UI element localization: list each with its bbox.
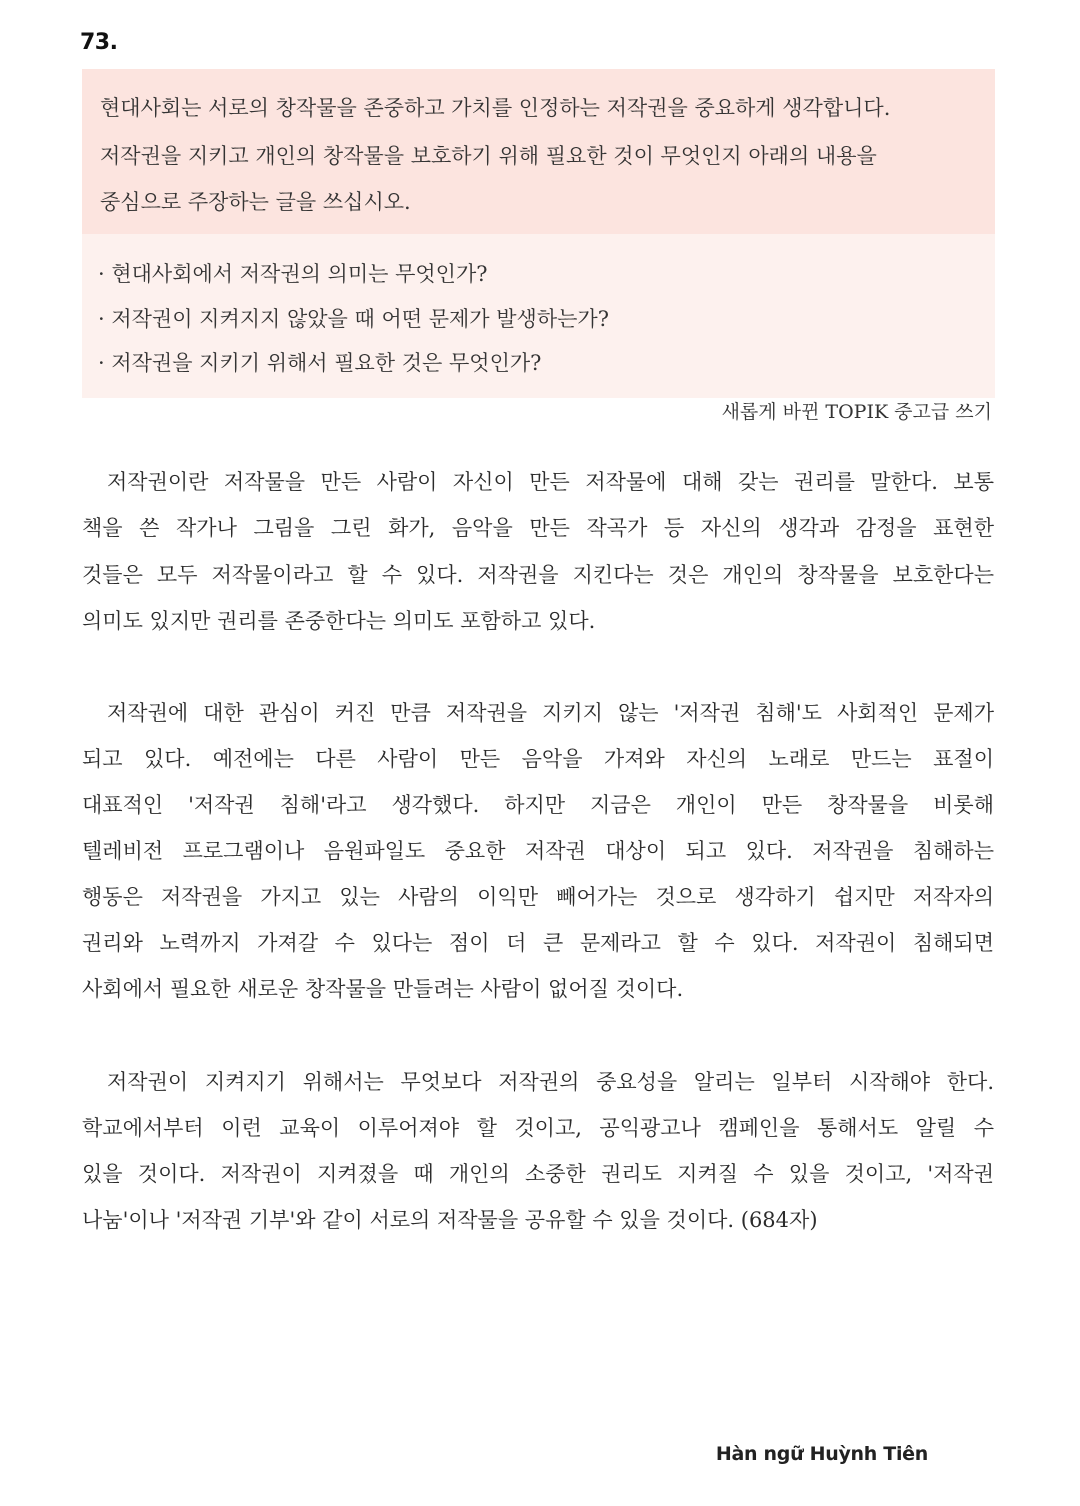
prompt-line: 중심으로 주장하는 글을 쓰십시오. [100,190,411,214]
essay-line: 대표적인 '저작권 침해'라고 생각했다. 하지만 지금은 개인이 만든 창작물을 비롯해 [82,793,994,817]
essay-line: 권리와 노력까지 가져갈 수 있다는 점이 더 큰 문제라고 할 수 있다. 저작권이 침해되면 [82,931,994,955]
guide-point: · 저작권을 지키기 위해서 필요한 것은 무엇인가? [98,351,542,375]
question-number: 73. [80,30,118,55]
essay-line: 행동은 저작권을 가지고 있는 사람의 이익만 빼어가는 것으로 생각하기 쉽지만 저작자의 [82,885,994,909]
prompt-line: 현대사회는 서로의 창작물을 존중하고 가치를 인정하는 저작권을 중요하게 생각합니다. [100,96,891,120]
essay-line: 텔레비전 프로그램이나 음원파일도 중요한 저작권 대상이 되고 있다. 저작권을 침해하는 [82,839,994,863]
guide-point: · 저작권이 지켜지지 않았을 때 어떤 문제가 발생하는가? [98,307,609,331]
prompt-line: 저작권을 지키고 개인의 창작물을 보호하기 위해 필요한 것이 무엇인지 아래의 내용을 [100,144,877,168]
essay-line: 나눔'이나 '저작권 기부'와 같이 서로의 저작물을 공유할 수 있을 것이다. (684자) [82,1208,818,1232]
essay-line: 저작권이란 저작물을 만든 사람이 자신이 만든 저작물에 대해 갖는 권리를 말한다. 보통 [107,470,994,494]
source-citation: 새롭게 바뀐 TOPIK 중고급 쓰기 [721,401,992,423]
essay-line: 것들은 모두 저작물이라고 할 수 있다. 저작권을 지킨다는 것은 개인의 창작물을 보호한다는 [82,563,994,587]
guide-point: · 현대사회에서 저작권의 의미는 무엇인가? [98,262,488,286]
essay-line: 사회에서 필요한 새로운 창작물을 만들려는 사람이 없어질 것이다. [82,977,684,1001]
essay-line: 의미도 있지만 권리를 존중한다는 의미도 포함하고 있다. [82,609,596,633]
essay-line: 저작권에 대한 관심이 커진 만큼 저작권을 지키지 않는 '저작권 침해'도 사회적인 문제가 [107,701,994,725]
author-watermark: Hàn ngữ Huỳnh Tiên [715,1443,928,1465]
essay-line: 책을 쓴 작가나 그림을 그린 화가, 음악을 만든 작곡가 등 자신의 생각과 감정을 표현한 [82,516,994,540]
essay-line: 있을 것이다. 저작권이 지켜졌을 때 개인의 소중한 권리도 지켜질 수 있을 것이고, '저작권 [82,1162,994,1186]
essay-line: 저작권이 지켜지기 위해서는 무엇보다 저작권의 중요성을 알리는 일부터 시작해야 한다. [107,1070,994,1094]
essay-line: 되고 있다. 예전에는 다른 사람이 만든 음악을 가져와 자신의 노래로 만드는 표절이 [82,747,994,771]
essay-line: 학교에서부터 이런 교육이 이루어져야 할 것이고, 공익광고나 캠페인을 통해서도 알릴 수 [82,1116,994,1140]
